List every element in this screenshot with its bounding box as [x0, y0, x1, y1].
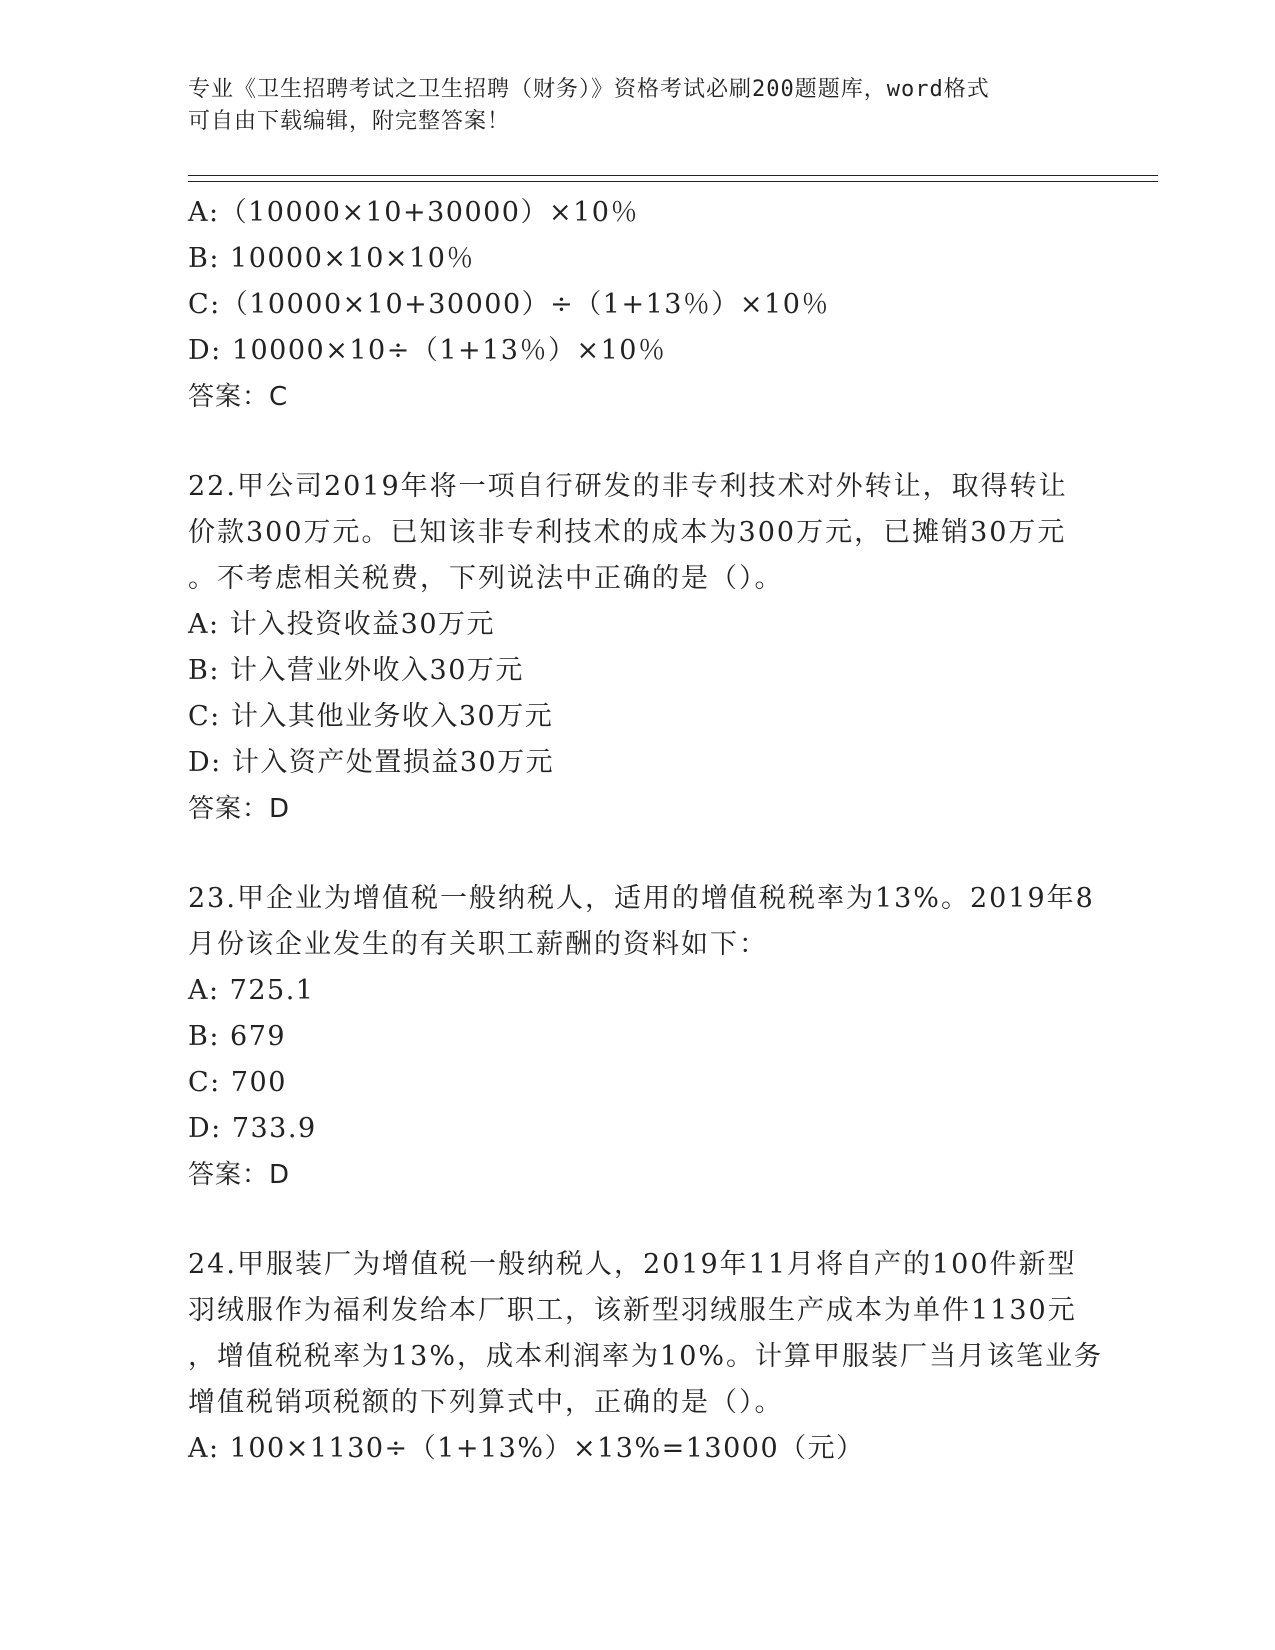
question-text-line: 。不考虑相关税费，下列说法中正确的是（）。 [188, 563, 784, 594]
option-a: A: 100×1130÷（1+13%）×13%=13000（元） [188, 1433, 865, 1464]
question-24 [188, 1242, 1104, 1472]
question-text-line: ，增值税税率为13%，成本利润率为10%。计算甲服装厂当月该笔业务 [188, 1341, 1104, 1372]
question-text-line: 24.甲服装厂为增值税一般纳税人，2019年11月将自产的100件新型 [188, 1249, 1077, 1280]
header-line-2: 可自由下载编辑，附完整答案！ [188, 109, 511, 134]
option-c: C:（10000×10+30000）÷（1+13％）×10％ [188, 289, 830, 320]
option-c: C: 计入其他业务收入30万元 [188, 701, 554, 732]
document-body [188, 190, 1104, 1472]
option-b: B: 10000×10×10％ [188, 243, 475, 274]
question-text-line: 月份该企业发生的有关职工薪酬的资料如下： [188, 929, 768, 960]
question-text-line: 23.甲企业为增值税一般纳税人，适用的增值税税率为13%。2019年8 [188, 883, 1095, 914]
option-a: A: 725.1 [188, 975, 315, 1006]
option-a: A: 计入投资收益30万元 [188, 609, 496, 640]
question-text-line: 羽绒服作为福利发给本厂职工，该新型羽绒服生产成本为单件1130元 [188, 1295, 1077, 1326]
option-b: B: 计入营业外收入30万元 [188, 655, 524, 686]
answer-line: 答案：D [188, 1160, 291, 1190]
option-d: D: 计入资产处置损益30万元 [188, 747, 555, 778]
question-text-line: 价款300万元。已知该非专利技术的成本为300万元，已摊销30万元 [188, 517, 1067, 548]
header-divider-top [188, 175, 1158, 176]
header-divider-bottom [188, 181, 1158, 182]
document-header [188, 74, 1088, 138]
option-b: B: 679 [188, 1021, 287, 1052]
answer-line: 答案：D [188, 794, 291, 824]
answer-line: 答案：C [188, 382, 289, 412]
question-21-continuation [188, 190, 1088, 420]
question-text-line: 22.甲公司2019年将一项自行研发的非专利技术对外转让，取得转让 [188, 471, 1068, 502]
question-22 [188, 464, 1088, 832]
option-d: D: 10000×10÷（1+13％）×10％ [188, 335, 667, 366]
question-23 [188, 876, 1095, 1198]
question-text-line: 增值税销项税额的下列算式中，正确的是（）。 [188, 1387, 784, 1418]
header-line-1: 专业《卫生招聘考试之卫生招聘（财务）》资格考试必刷200题题库，word格式 [188, 77, 990, 102]
option-c: C: 700 [188, 1067, 287, 1098]
option-a: A:（10000×10+30000）×10％ [188, 197, 639, 228]
option-d: D: 733.9 [188, 1113, 317, 1144]
